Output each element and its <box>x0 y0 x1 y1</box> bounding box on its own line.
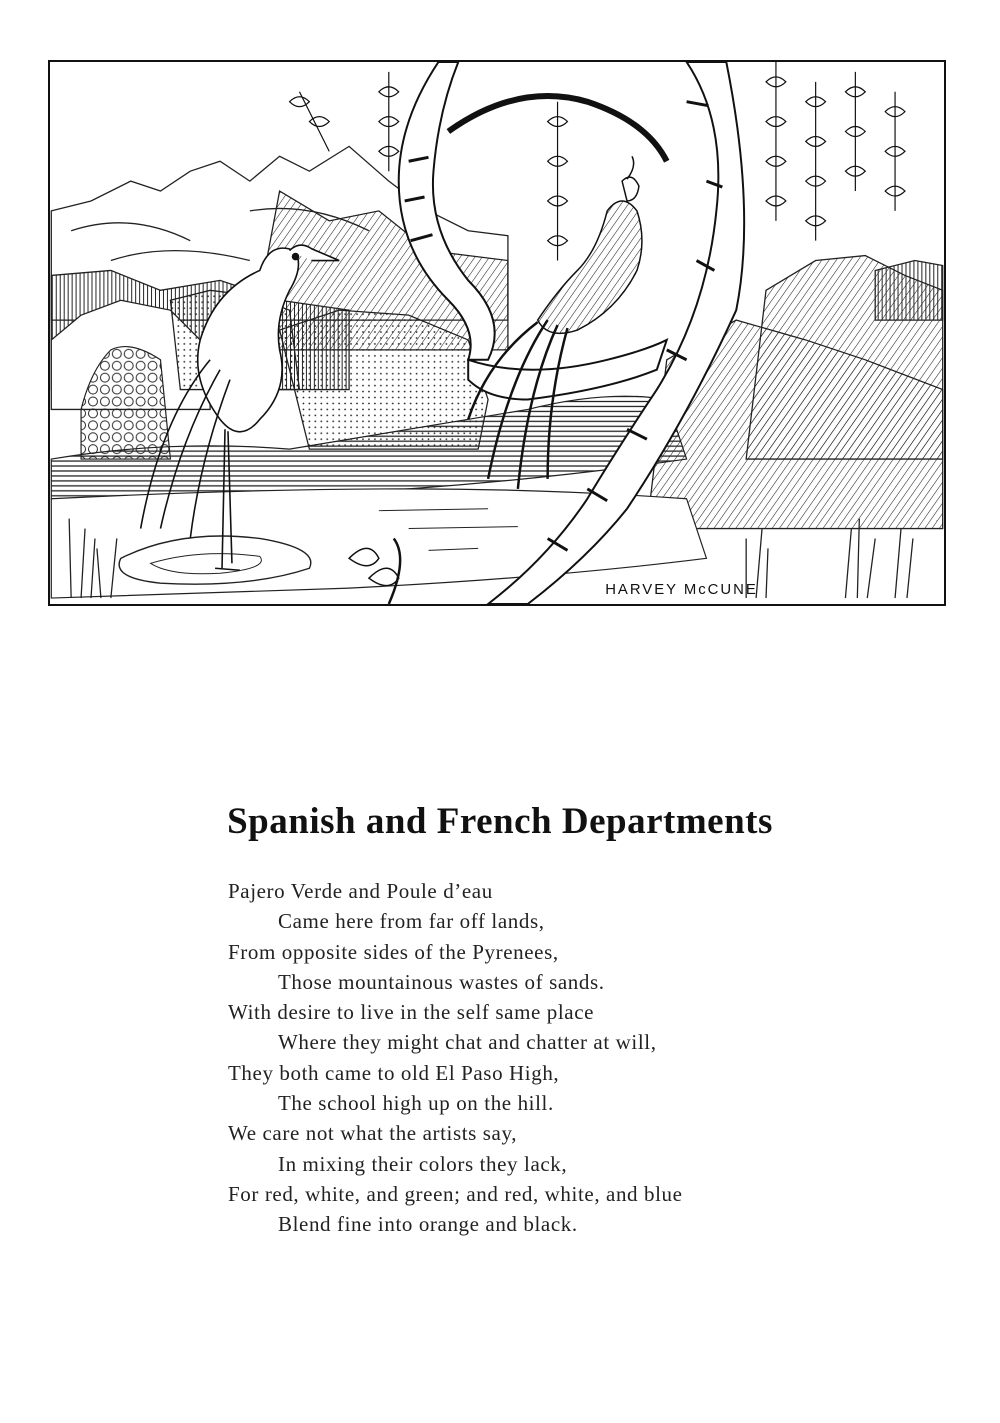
page-title: Spanish and French Departments <box>227 801 773 842</box>
poem-line: Where they might chat and chatter at will, <box>278 1030 657 1055</box>
poem-line: Came here from far off lands, <box>278 909 545 934</box>
poem-line: We care not what the artists say, <box>228 1121 518 1146</box>
poem-line: From opposite sides of the Pyrenees, <box>228 939 559 964</box>
poem <box>228 876 683 1240</box>
poem-line: With desire to live in the self same place <box>228 1000 595 1025</box>
poem-line: For red, white, and green; and red, white, and blue <box>228 1181 683 1206</box>
poem-line: Pajero Verde and Poule d’eau <box>228 879 493 903</box>
ink-illustration <box>50 62 944 604</box>
poem-line: They both came to old El Paso High, <box>228 1060 560 1085</box>
poem-line: Blend fine into orange and black. <box>278 1212 578 1237</box>
poem-line: Those mountainous wastes of sands. <box>278 969 605 994</box>
artist-signature: HARVEY McCUNE <box>605 582 758 599</box>
poem-line: The school high up on the hill. <box>278 1091 554 1116</box>
poem-line: In mixing their colors they lack, <box>278 1151 568 1176</box>
illustration-frame <box>48 60 946 606</box>
